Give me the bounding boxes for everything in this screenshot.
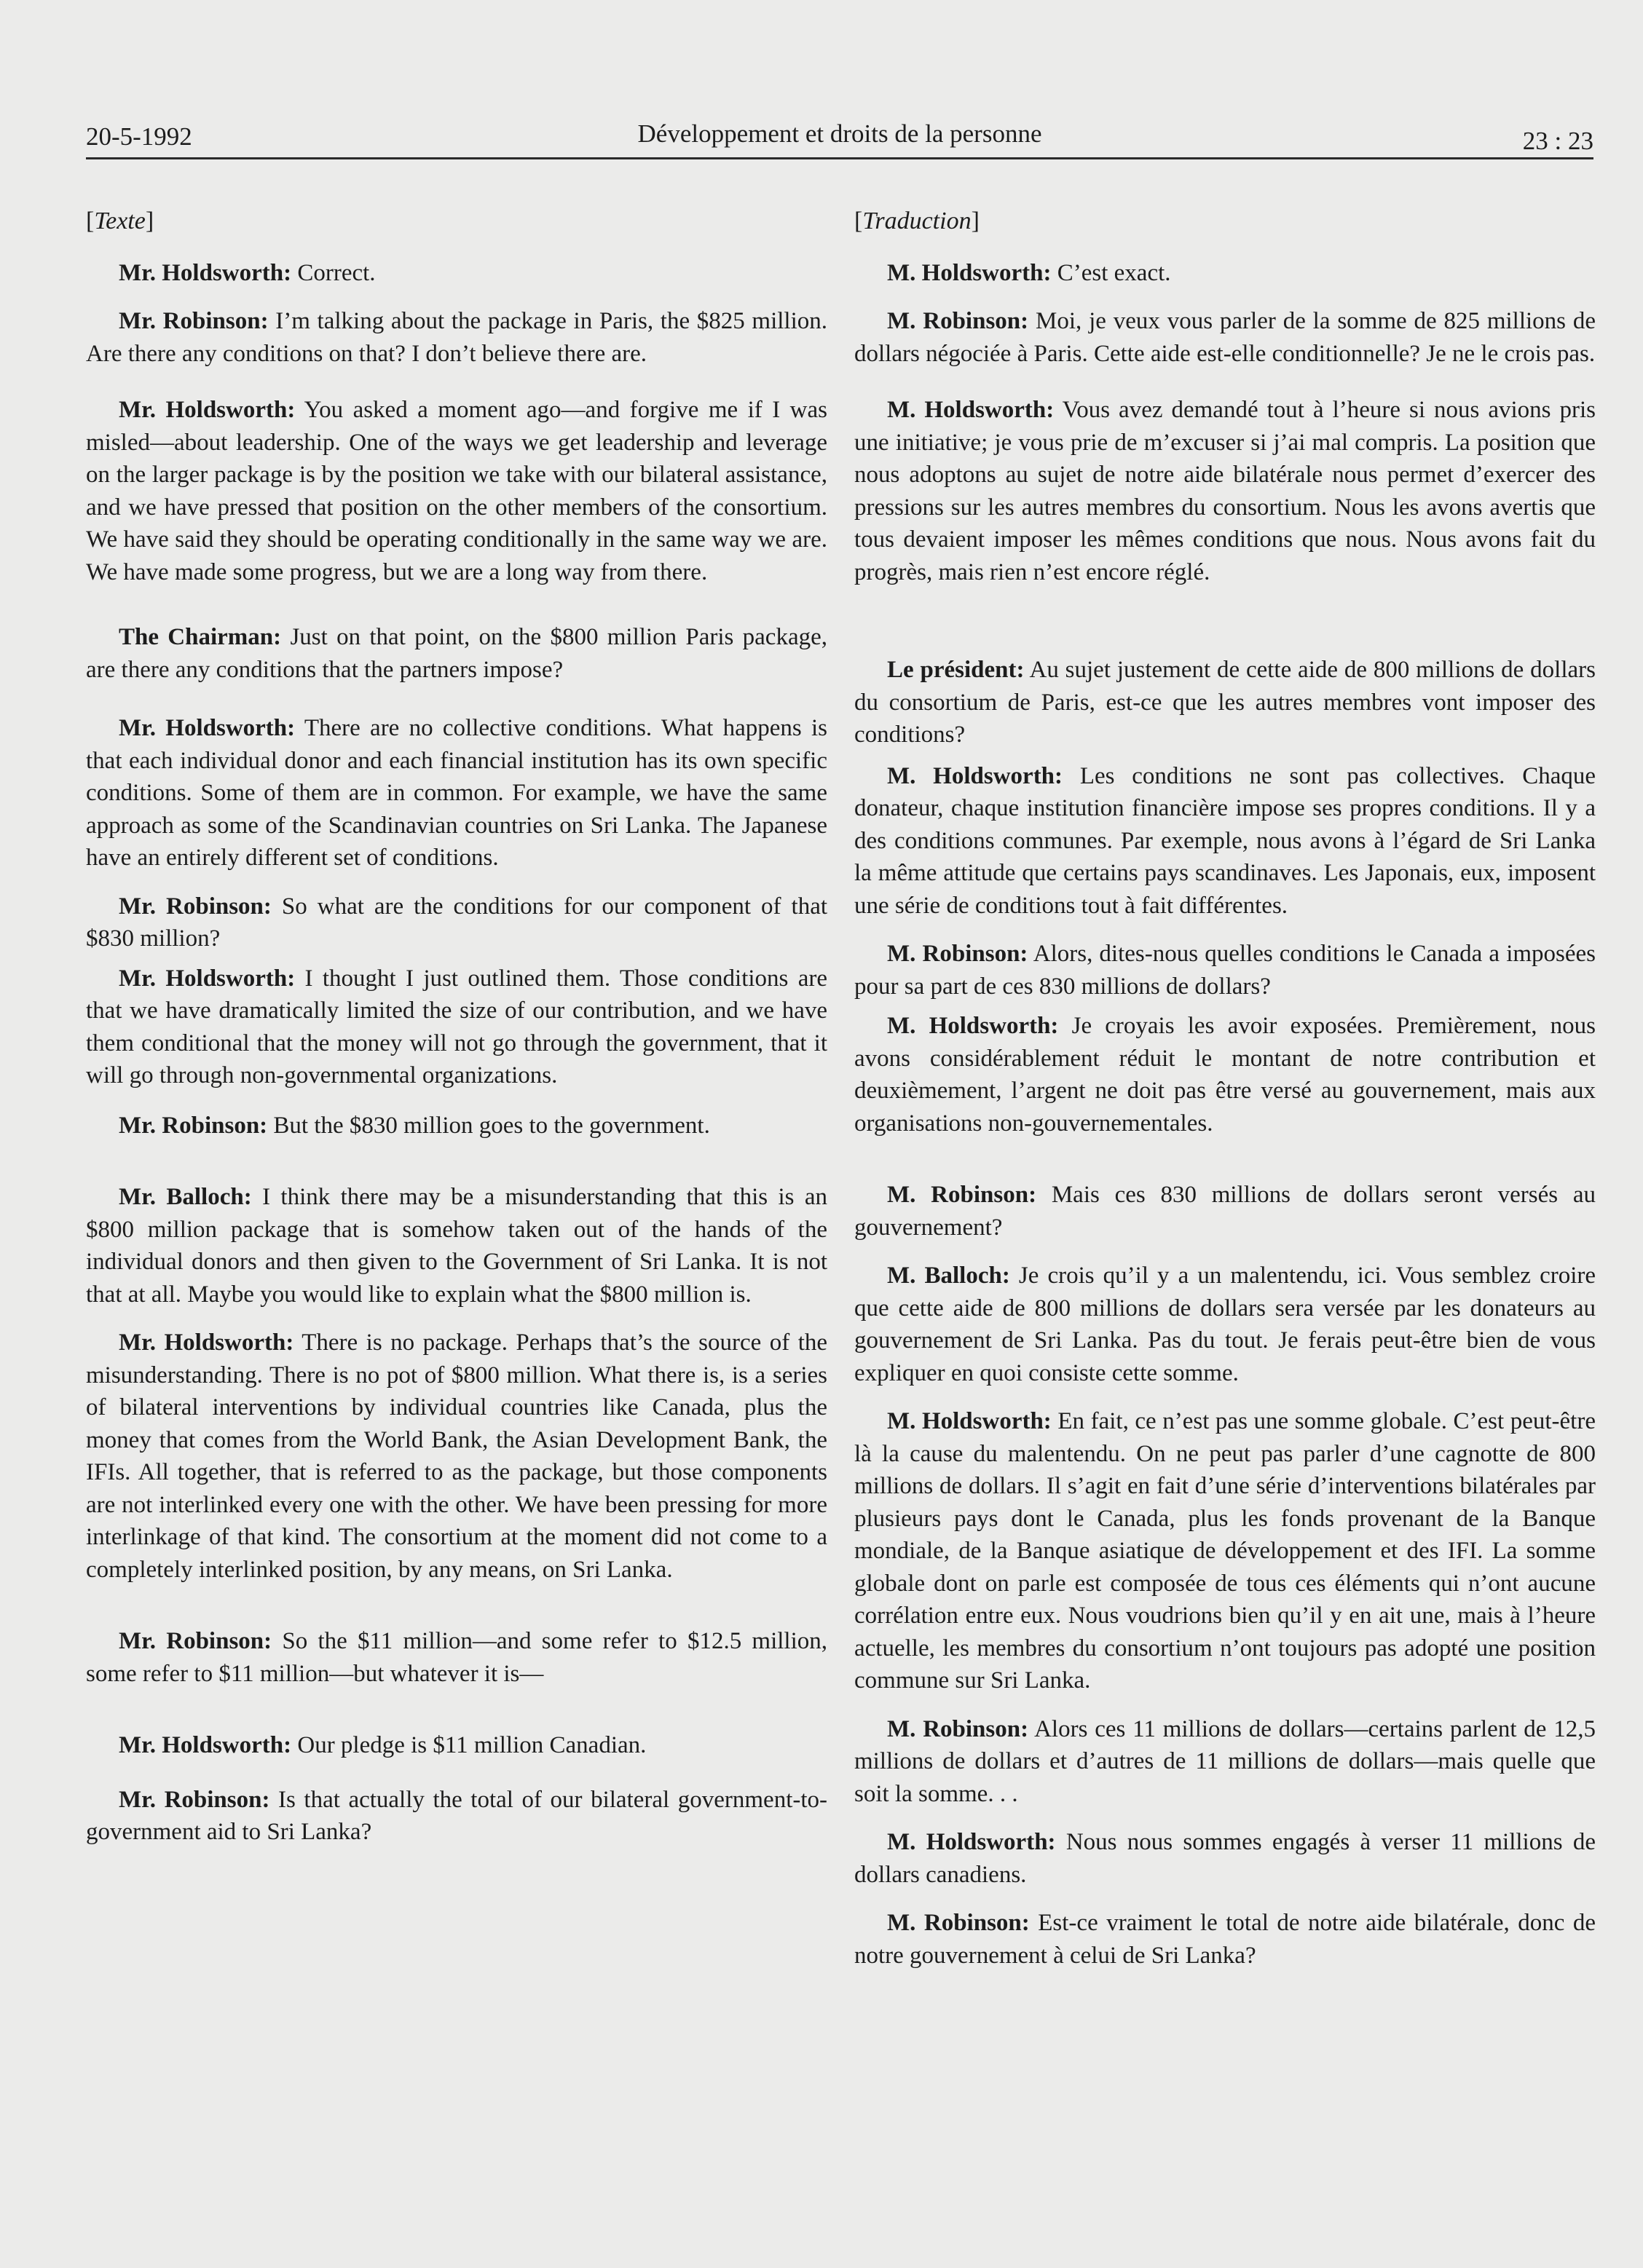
transcript-paragraph bbox=[854, 760, 1596, 922]
transcript-paragraph bbox=[854, 1179, 1596, 1244]
transcript-paragraph bbox=[854, 1260, 1596, 1389]
speaker-name: M. Robinson: bbox=[887, 308, 1029, 334]
speaker-name: Mr. Robinson: bbox=[119, 308, 269, 334]
french-column bbox=[854, 205, 1596, 1986]
speech-text: So the $11 million—and some refer to $12.5 million, some refer to $11 million—but whatever it is— bbox=[86, 1628, 828, 1687]
speech-text: Est-ce vraiment le total de notre aide bilatérale, donc de notre gouvernement à celui de Sri Lanka? bbox=[854, 1910, 1596, 1969]
transcript-paragraph bbox=[86, 257, 827, 290]
speech-text: Vous avez demandé tout à l’heure si nous avions pris une initiative; je vous prie de m’excuser si j’ai mal compris. La position que nous adoptons au sujet de notre aide bilatérale nous permet d’exercer des pressions sur les autres membres du consortium. Nous les avons avertis que tous devaient imposer les mêmes conditions que nous. Nous avons fait du progrès, mais rien n’est encore réglé. bbox=[854, 397, 1596, 585]
speaker-name: Mr. Holdsworth: bbox=[119, 259, 292, 286]
speaker-name: Mr. Robinson: bbox=[119, 893, 272, 920]
header-page-number: 23 : 23 bbox=[1522, 127, 1593, 155]
speaker-name: Mr. Robinson: bbox=[119, 1786, 270, 1813]
speaker-name: M. Holdsworth: bbox=[887, 1013, 1059, 1039]
speaker-name: Mr. Balloch: bbox=[119, 1184, 252, 1210]
transcript-paragraph bbox=[854, 1713, 1596, 1811]
speaker-name: The Chairman: bbox=[119, 624, 282, 650]
speech-text: Au sujet justement de cette aide de 800 millions de dollars du consortium de Paris, est-ce que les autres membres vont imposer des conditions? bbox=[854, 657, 1596, 748]
speaker-name: M. Robinson: bbox=[887, 1910, 1030, 1936]
speech-text: C’est exact. bbox=[1057, 259, 1171, 286]
transcript-paragraph bbox=[86, 712, 827, 874]
transcript-paragraph bbox=[854, 305, 1596, 370]
speech-text: You asked a moment ago—and forgive me if I was misled—about leadership. One of the ways we get leadership and leverage on the larger package is by the position we take with our bilateral assistance, and we have pressed that position on the other members of the consortium. We have said they should be operating conditionally in the same way we are. We have made some progress, but we are a long way from there. bbox=[86, 397, 827, 585]
transcript-paragraph bbox=[86, 305, 827, 370]
transcript-paragraph bbox=[86, 621, 827, 686]
header-title: Développement et droits de la personne bbox=[637, 119, 1042, 148]
speech-text: Alors ces 11 millions de dollars—certains parlent de 12,5 millions de dollars et d’autres de 11 millions de dollars—mais quelle que soit la somme. . . bbox=[854, 1715, 1596, 1807]
speaker-name: M. Robinson: bbox=[887, 1182, 1037, 1208]
speaker-name: M. Holdsworth: bbox=[887, 1829, 1056, 1855]
speech-text: There are no collective conditions. What happens is that each individual donor and each financial institution has its own specific conditions. Some of them are in common. For example, we have the same approach as some of the Scandinavian countries on Sri Lanka. The Japanese have an entirely different set of conditions. bbox=[86, 715, 828, 871]
speaker-name: Mr. Holdsworth: bbox=[119, 1732, 292, 1758]
speech-text: Les conditions ne sont pas collectives. Chaque donateur, chaque institution financière impose ses propres conditions. Il y a des conditions communes. Par exemple, nous avons à l’égard de Sri Lanka la même attitude que certains pays scandinaves. Les Japonais, eux, imposent une série de conditions tout à fait différentes. bbox=[854, 762, 1596, 919]
transcript-paragraph bbox=[854, 257, 1596, 290]
speech-text: Just on that point, on the $800 million Paris package, are there any conditions that the partners impose? bbox=[86, 624, 828, 683]
speech-text: Moi, je veux vous parler de la somme de 825 millions de dollars négociée à Paris. Cette aide est-elle conditionnelle? Je ne le crois pas. bbox=[854, 308, 1596, 367]
speaker-name: Mr. Robinson: bbox=[119, 1628, 272, 1654]
speaker-name: M. Holdsworth: bbox=[887, 397, 1055, 423]
speech-text: Is that actually the total of our bilateral government-to-government aid to Sri Lanka? bbox=[86, 1786, 828, 1845]
speaker-name: Mr. Robinson: bbox=[119, 1112, 268, 1139]
transcript-paragraph bbox=[86, 1110, 827, 1142]
speaker-name: M. Robinson: bbox=[887, 941, 1028, 967]
speaker-name: M. Holdsworth: bbox=[887, 1408, 1052, 1434]
speech-text: Nous nous sommes engagés à verser 11 millions de dollars canadiens. bbox=[854, 1829, 1596, 1888]
language-label: [Traduction] bbox=[854, 208, 980, 234]
speech-text: I think there may be a misunderstanding that this is an $800 million package that is somehow taken out of the hands of the individual donors and then given to the Government of Sri Lanka. It is not that at all. Maybe you would like to explain what the $800 million is. bbox=[86, 1184, 827, 1308]
transcript-paragraph bbox=[854, 1826, 1596, 1891]
header-date: 20-5-1992 bbox=[86, 122, 192, 151]
transcript-paragraph bbox=[86, 890, 827, 955]
transcript-paragraph bbox=[854, 654, 1596, 751]
language-label: [Texte] bbox=[86, 208, 154, 234]
speaker-name: M. Holdsworth: bbox=[887, 762, 1063, 789]
speech-text: But the $830 million goes to the government. bbox=[273, 1112, 710, 1139]
transcript-paragraph bbox=[86, 1784, 827, 1849]
transcript-paragraph bbox=[854, 394, 1596, 588]
speech-text: Alors, dites-nous quelles conditions le Canada a imposées pour sa part de ces 830 millions de dollars? bbox=[854, 941, 1596, 1000]
transcript-paragraph bbox=[86, 963, 827, 1092]
speaker-name: M. Robinson: bbox=[887, 1715, 1029, 1742]
speaker-name: M. Balloch: bbox=[887, 1263, 1010, 1289]
transcript-paragraph bbox=[854, 938, 1596, 1003]
page-header bbox=[86, 115, 1593, 159]
speech-text: So what are the conditions for our component of that $830 million? bbox=[86, 893, 828, 952]
speaker-name: Mr. Holdsworth: bbox=[119, 965, 296, 992]
transcript-paragraph bbox=[86, 394, 827, 588]
transcript-paragraph bbox=[854, 1405, 1596, 1697]
speech-text: Our pledge is $11 million Canadian. bbox=[297, 1732, 647, 1758]
speech-text: I thought I just outlined them. Those conditions are that we have dramatically limited the size of our contribution, and we have them conditional that the money will not go through the government, that it will go through non-governmental organizations. bbox=[86, 965, 827, 1088]
speech-text: There is no package. Perhaps that’s the source of the misunderstanding. There is no pot of $800 million. What there is, is a series of bilateral interventions by individual countries like Canada, plus the money that comes from the World Bank, the Asian Development Bank, the IFIs. All together, that is referred to as the package, but those components are not interlinked every one with the other. We have been pressing for more interlinkage of that kind. The consortium at the moment did not come to a completely interlinked position, by any means, on Sri Lanka. bbox=[86, 1329, 828, 1583]
speaker-name: M. Holdsworth: bbox=[887, 259, 1052, 286]
speech-text: Correct. bbox=[297, 259, 376, 286]
transcript-paragraph bbox=[86, 1181, 827, 1311]
transcript-paragraph bbox=[854, 1010, 1596, 1139]
transcript-paragraph bbox=[86, 1625, 827, 1690]
speech-text: Je croyais les avoir exposées. Premièrement, nous avons considérablement réduit le montant de notre contribution et deuxièmement, l’argent ne doit pas être versé au gouvernement, mais aux organisations non-gouvernementales. bbox=[854, 1013, 1596, 1137]
speaker-name: Mr. Holdsworth: bbox=[119, 397, 296, 423]
speaker-name: Mr. Holdsworth: bbox=[119, 1329, 294, 1356]
transcript-paragraph bbox=[854, 1907, 1596, 1972]
speech-text: I’m talking about the package in Paris, the $825 million. Are there any conditions on that? I don’t believe there are. bbox=[86, 308, 828, 367]
speech-text: Je crois qu’il y a un malentendu, ici. Vous semblez croire que cette aide de 800 millions de dollars sera versée par les donateurs au gouvernement de Sri Lanka. Pas du tout. Je ferais peut-être bien de vous expliquer en quoi consiste cette somme. bbox=[854, 1263, 1596, 1386]
speech-text: Mais ces 830 millions de dollars seront versés au gouvernement? bbox=[854, 1182, 1596, 1241]
speaker-name: Mr. Holdsworth: bbox=[119, 715, 296, 741]
english-column bbox=[86, 205, 827, 1863]
speaker-name: Le président: bbox=[887, 657, 1025, 683]
speech-text: En fait, ce n’est pas une somme globale. C’est peut-être là la cause du malentendu. On ne peut pas parler d’une cagnotte de 800 millions de dollars. Il s’agit en fait d’une série d’interventions bilatérales par plusieurs pays dont le Canada, plus les fonds provenant de la Banque mondiale, de la Banque asiatique de développement et des IFI. La somme globale dont on parle est composée de tous ces éléments qui n’ont aucune corrélation entre eux. Nous voudrions bien qu’il y en ait une, mais à l’heure actuelle, les membres du consortium n’ont toujours pas adopté une position commune sur Sri Lanka. bbox=[854, 1408, 1596, 1694]
transcript-paragraph bbox=[86, 1327, 827, 1586]
transcript-paragraph bbox=[86, 1729, 827, 1762]
